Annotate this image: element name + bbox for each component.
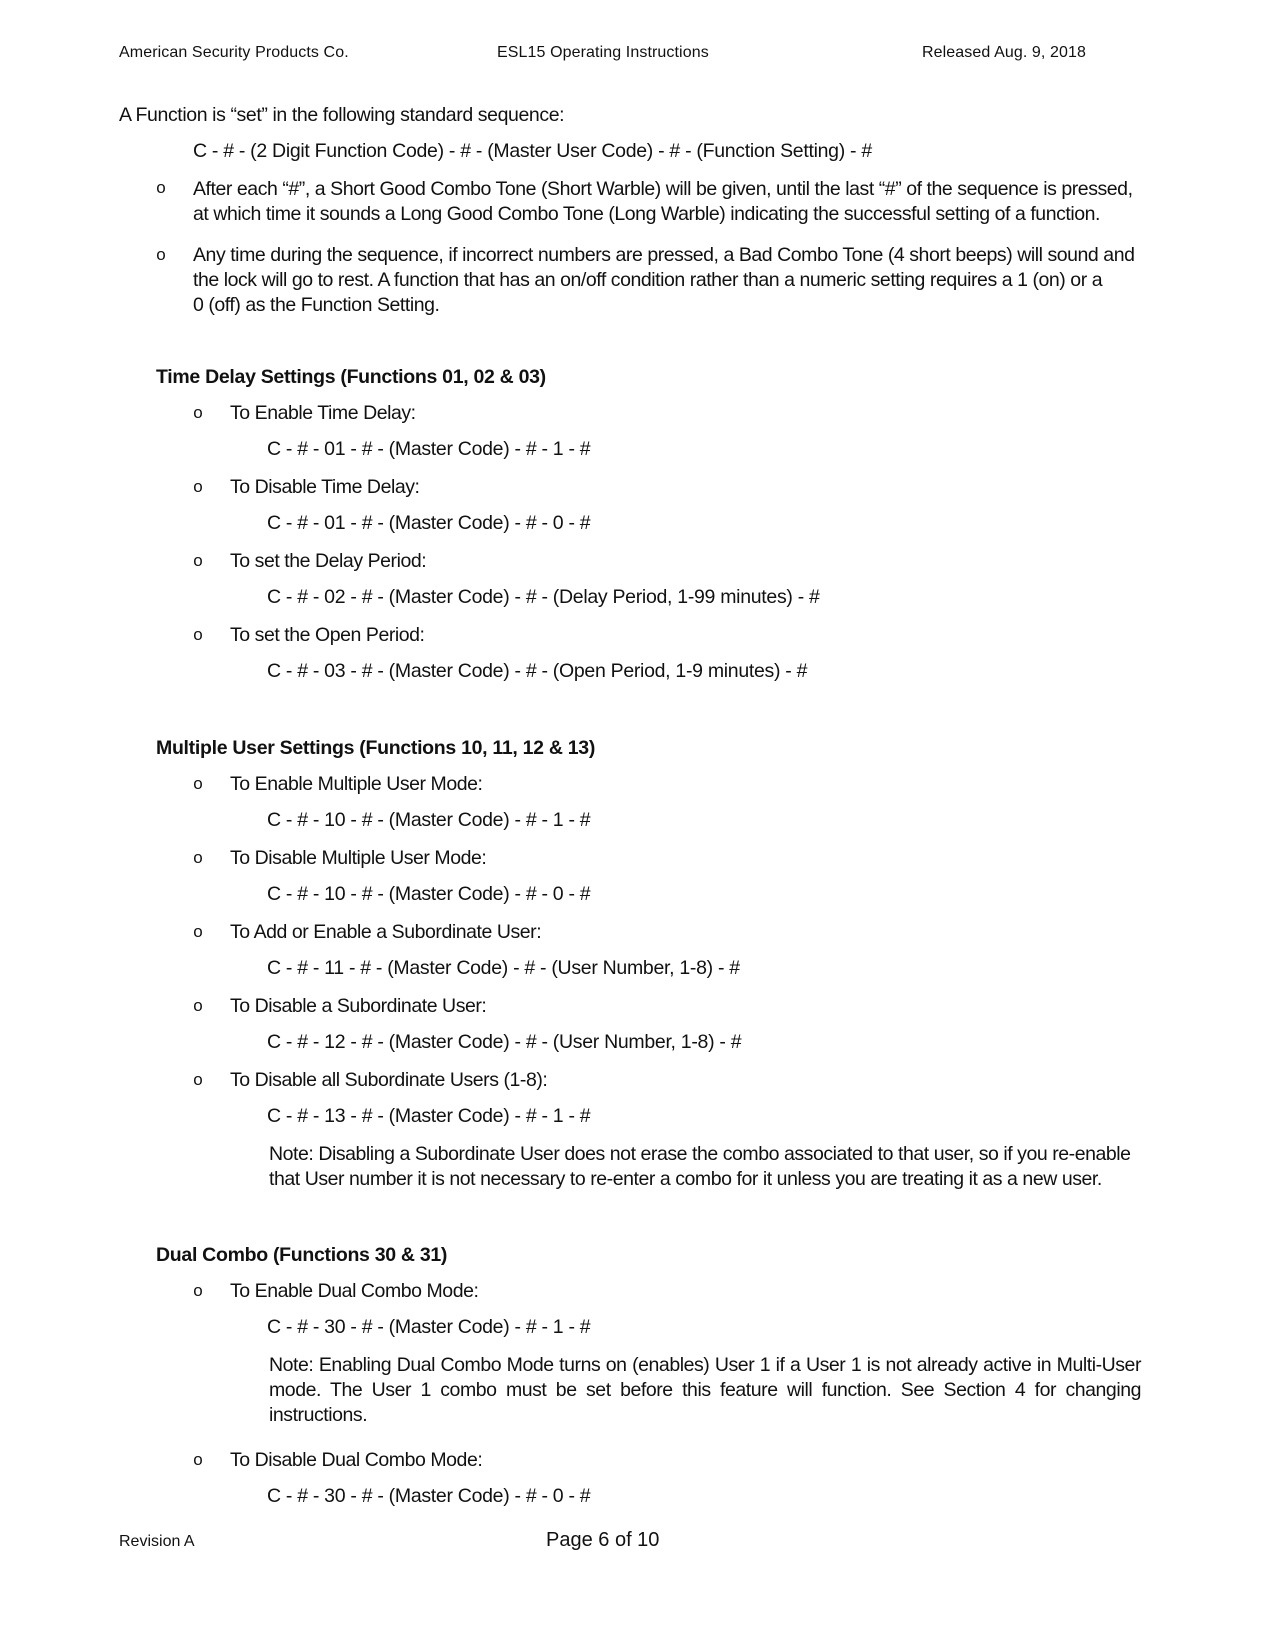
multi-user-note [269,1142,1149,1192]
multi-user-disable-code: C - # - 10 - # - (Master Code) - # - 0 - # [267,883,591,905]
bullet-marker: o [156,178,166,197]
dual-combo-enable-code: C - # - 30 - # - (Master Code) - # - 1 - # [267,1316,591,1338]
dual-combo-note-line-2: mode. The User 1 combo must be set before this feature will function. See Section 4 for changing [269,1379,1141,1401]
header-release-date: Released Aug. 9, 2018 [922,44,1087,61]
header-company: American Security Products Co. [119,44,349,61]
footer-revision: Revision A [119,1533,195,1550]
open-period-code: C - # - 03 - # - (Master Code) - # - (Open Period, 1-9 minutes) - # [267,660,808,682]
multi-user-note-line-2: that User number it is not necessary to re-enter a combo for it unless you are treating it as a new user. [269,1168,1102,1190]
standard-sequence: C - # - (2 Digit Function Code) - # - (Master User Code) - # - (Function Setting) - # [193,140,872,162]
intro-bullet-2 [193,243,1135,318]
disable-subordinate-code: C - # - 12 - # - (Master Code) - # - (User Number, 1-8) - # [267,1031,742,1053]
bullet-marker: o [193,1070,203,1089]
multi-user-enable-code: C - # - 10 - # - (Master Code) - # - 1 - # [267,809,591,831]
dual-combo-note-line-3: instructions. [269,1404,368,1426]
add-subordinate-label: To Add or Enable a Subordinate User: [230,921,542,943]
intro-bullet-2-line-3: 0 (off) as the Function Setting. [193,294,440,316]
multi-user-enable-label: To Enable Multiple User Mode: [230,773,483,795]
section-title-dual-combo: Dual Combo (Functions 30 & 31) [156,1244,448,1266]
disable-subordinate-label: To Disable a Subordinate User: [230,995,487,1017]
dual-combo-note-line-1: Note: Enabling Dual Combo Mode turns on (enables) User 1 if a User 1 is not already active in Multi-User [269,1354,1141,1376]
time-delay-enable-code: C - # - 01 - # - (Master Code) - # - 1 - # [267,438,591,460]
bullet-marker: o [193,922,203,941]
intro-bullet-2-line-1: Any time during the sequence, if incorrect numbers are pressed, a Bad Combo Tone (4 short beeps) will sound and [193,244,1135,266]
bullet-marker: o [193,477,203,496]
intro-bullet-2-line-2: the lock will go to rest. A function that has an on/off condition rather than a numeric setting requires a 1 (on) or a [193,269,1103,291]
delay-period-label: To set the Delay Period: [230,550,427,572]
bullet-marker: o [193,1450,203,1469]
footer-page-number: Page 6 of 10 [546,1529,660,1551]
bullet-marker: o [193,403,203,422]
bullet-marker: o [193,1281,203,1300]
intro-bullet-1-line-2: at which time it sounds a Long Good Combo Tone (Long Warble) indicating the successful setting of a function. [193,203,1100,225]
delay-period-code: C - # - 02 - # - (Master Code) - # - (Delay Period, 1-99 minutes) - # [267,586,820,608]
bullet-marker: o [156,245,166,264]
dual-combo-enable-label: To Enable Dual Combo Mode: [230,1280,479,1302]
bullet-marker: o [193,774,203,793]
bullet-marker: o [193,625,203,644]
intro-bullet-1 [193,177,1133,227]
add-subordinate-code: C - # - 11 - # - (Master Code) - # - (User Number, 1-8) - # [267,957,740,979]
time-delay-disable-label: To Disable Time Delay: [230,476,420,498]
intro-bullet-1-line-1: After each “#”, a Short Good Combo Tone (Short Warble) will be given, until the last “#” of the sequence is pressed, [193,178,1133,200]
header-doc-title: ESL15 Operating Instructions [497,44,709,61]
intro-text: A Function is “set” in the following standard sequence: [119,104,565,126]
section-title-multiple-user: Multiple User Settings (Functions 10, 11, 12 & 13) [156,737,596,759]
bullet-marker: o [193,848,203,867]
open-period-label: To set the Open Period: [230,624,425,646]
multi-user-note-line-1: Note: Disabling a Subordinate User does not erase the combo associated to that user, so if you re-enable [269,1143,1131,1165]
dual-combo-disable-code: C - # - 30 - # - (Master Code) - # - 0 - # [267,1485,591,1507]
dual-combo-disable-label: To Disable Dual Combo Mode: [230,1449,483,1471]
dual-combo-note [269,1353,1141,1428]
bullet-marker: o [193,996,203,1015]
bullet-marker: o [193,551,203,570]
disable-all-subordinates-code: C - # - 13 - # - (Master Code) - # - 1 - # [267,1105,591,1127]
disable-all-subordinates-label: To Disable all Subordinate Users (1-8): [230,1069,548,1091]
section-title-time-delay: Time Delay Settings (Functions 01, 02 & 03) [156,366,546,388]
multi-user-disable-label: To Disable Multiple User Mode: [230,847,487,869]
time-delay-enable-label: To Enable Time Delay: [230,402,416,424]
time-delay-disable-code: C - # - 01 - # - (Master Code) - # - 0 - # [267,512,591,534]
